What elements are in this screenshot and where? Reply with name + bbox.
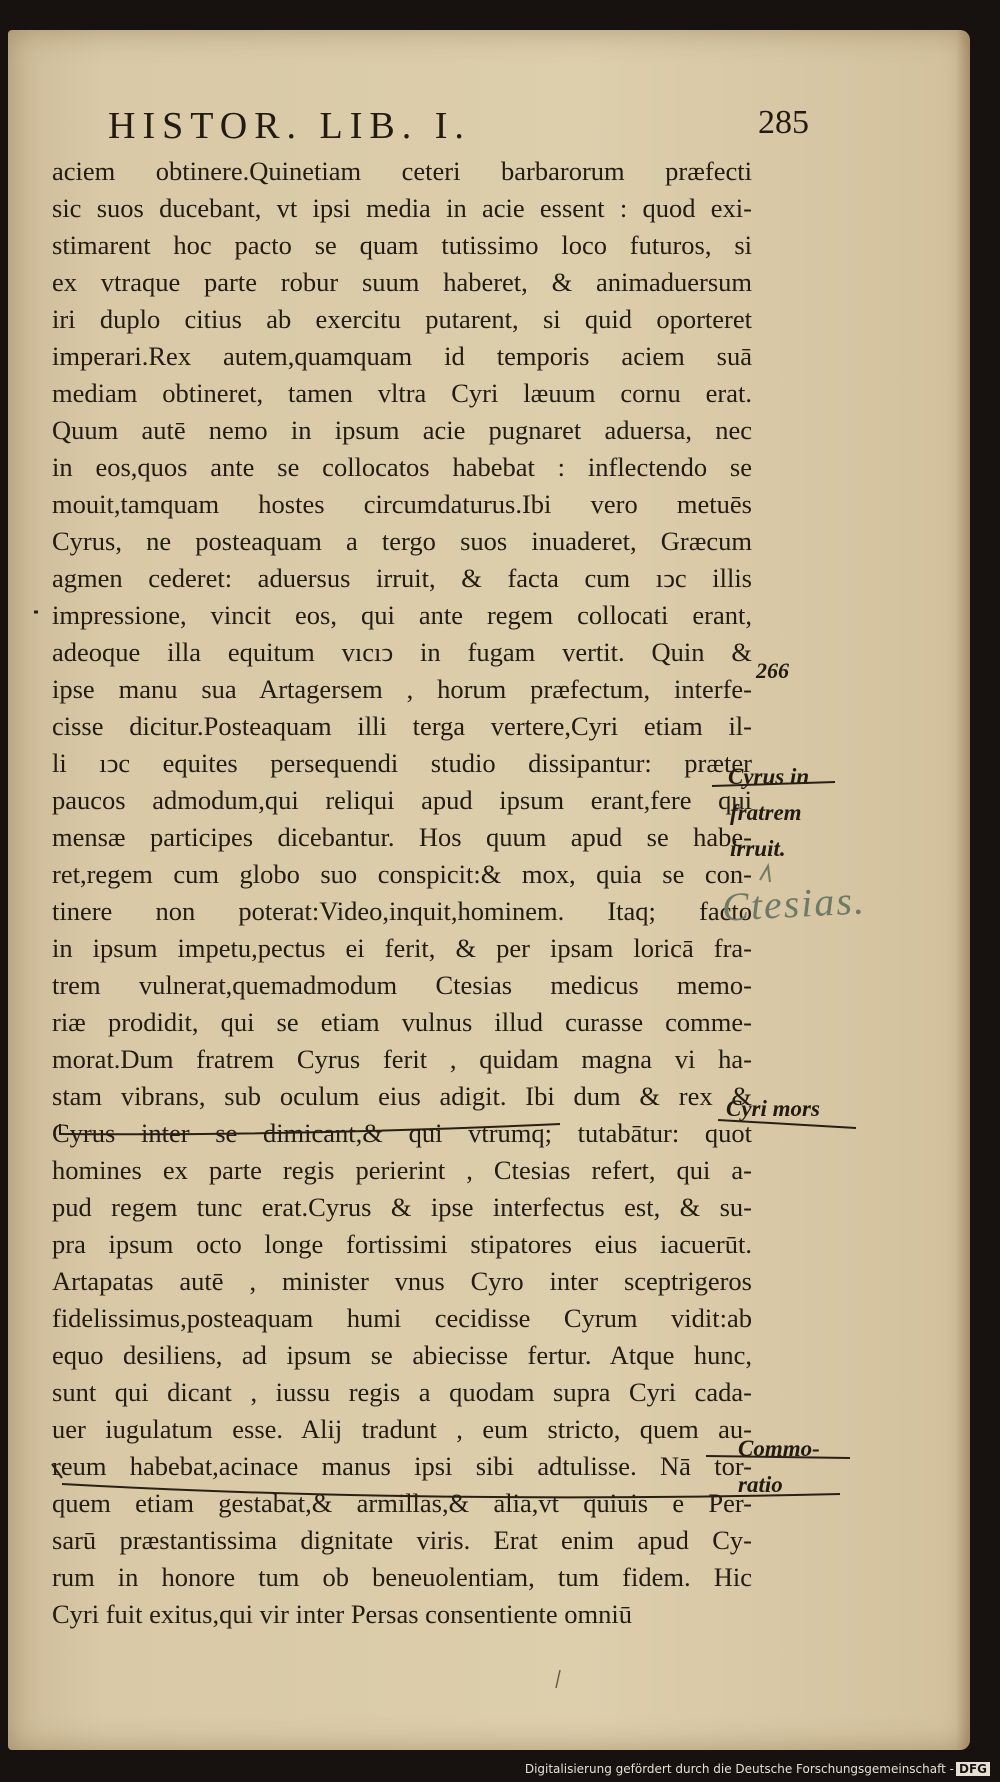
margin-number: 266 xyxy=(756,658,789,683)
text-line: Cyrus, ne posteaquam a tergo suos inuaderet, Græcum xyxy=(52,526,752,556)
handwritten-note: Ctesias. xyxy=(720,877,867,930)
text-line: trem vulnerat,quemadmodum Ctesias medicus memo- xyxy=(52,970,752,1000)
margin-note-line: Commo- xyxy=(738,1436,820,1461)
text-line: li ıↄc equites persequendi studio dissipantur: præter xyxy=(52,748,752,778)
text-line: rum in honore tum ob beneuolentiam, tum fidem. Hic xyxy=(52,1562,752,1592)
text-line: fidelissimus,posteaquam humi cecidisse Cyrum vidit:ab xyxy=(52,1303,752,1333)
text-line: adeoque illa equitum vıcıↄ in fugam vertit. Quin & xyxy=(52,637,752,667)
text-line: Cyri fuit exitus,qui vir inter Persas consentiente omniū xyxy=(52,1599,632,1629)
text-line: in ipsum impetu,pectus ei ferit, & per ipsam loricā fra- xyxy=(52,933,752,963)
text-line: in eos,quos ante se collocatos habebat : inflectendo se xyxy=(52,452,752,482)
text-line: Artapatas autē , minister vnus Cyro inter sceptrigeros xyxy=(52,1266,752,1296)
margin-note-line: irruit. xyxy=(730,836,786,861)
text-line: agmen cederet: aduersus irruit, & facta cum ıↄc illis xyxy=(52,563,752,593)
margin-note-line: fratrem xyxy=(730,800,802,825)
text-line: pra ipsum octo longe fortissimi stipatores eius iacuerūt. xyxy=(52,1229,752,1259)
text-line: pud regem tunc erat.Cyrus & ipse interfectus est, & su- xyxy=(52,1192,752,1222)
text-line: homines ex parte regis perierint , Ctesias refert, qui a- xyxy=(52,1155,752,1185)
text-line: sic suos ducebant, vt ipsi media in acie essent : quod exi- xyxy=(52,193,752,223)
text-line: iri duplo citius ab exercitu putarent, si quid oporteret xyxy=(52,304,752,334)
text-line: paucos admodum,qui reliqui apud ipsum erant,fere qui xyxy=(52,785,752,815)
text-line: impressione, vincit eos, qui ante regem collocati erant, xyxy=(52,600,752,630)
text-line: Cyrus inter se dimicant,& qui vtrumq; tutabātur: quot xyxy=(52,1118,752,1148)
running-head: HISTOR. LIB. I. xyxy=(108,105,471,147)
text-line: ipse manu sua Artagersem , horum præfectum, interfe- xyxy=(52,674,752,704)
text-line: tinere non poterat:Video,inquit,hominem. Itaq; facto xyxy=(52,896,752,926)
text-line: aciem obtinere.Quinetiam ceteri barbarorum præfecti xyxy=(52,156,752,186)
text-line: ex vtraque parte robur suum haberet, & animaduersum xyxy=(52,267,752,297)
text-line: stam vibrans, sub oculum eius adigit. Ibi dum & rex & xyxy=(52,1081,752,1111)
text-line: mensæ participes dicebantur. Hos quum apud se habe- xyxy=(52,822,752,852)
page-number: 285 xyxy=(758,104,809,141)
text-line: sunt qui dicant , iussu regis a quodam supra Cyri cada- xyxy=(52,1377,752,1407)
footer-text: Digitalisierung gefördert durch die Deutsche Forschungsgemeinschaft - xyxy=(524,1762,954,1776)
text-line: imperari.Rex autem,quamquam id temporis aciem suā xyxy=(52,341,752,371)
dfg-logo: DFG xyxy=(956,1762,990,1776)
margin-note: Cyri mors xyxy=(726,1096,820,1121)
text-line: Quum autē nemo in ipsum acie pugnaret aduersa, nec xyxy=(52,415,752,445)
text-line: ret,regem cum globo suo conspicit:& mox, quia se con- xyxy=(52,859,752,889)
text-line: sarū præstantissima dignitate viris. Erat enim apud Cy- xyxy=(52,1525,752,1555)
text-line: mediam obtineret, tamen vltra Cyri læuum cornu erat. xyxy=(52,378,752,408)
text-line: cisse dicitur.Posteaquam illi terga vertere,Cyri etiam il- xyxy=(52,711,752,741)
footer-credit xyxy=(525,1762,990,1776)
text-line: riæ prodidit, qui se etiam vulnus illud curasse comme- xyxy=(52,1007,752,1037)
text-line: equo desiliens, ad ipsum se abiecisse fertur. Atque hunc, xyxy=(52,1340,752,1370)
text-line: mouit,tamquam hostes circumdaturus.Ibi vero metuēs xyxy=(52,489,752,519)
text-line: uer iugulatum esse. Alij tradunt , eum stricto, quem au- xyxy=(52,1414,752,1444)
text-line: reum habebat,acinace manus ipsi sibi adtulisse. Nā tor- xyxy=(52,1451,752,1481)
text-line: quem etiam gestabat,& armillas,& alia,vt quiuis e Per- xyxy=(52,1488,752,1518)
margin-note-line: Cyrus in xyxy=(728,764,810,789)
text-block xyxy=(52,153,752,1633)
margin-note-line: ratio xyxy=(738,1472,783,1497)
text-line: stimarent hoc pacto se quam tutissimo loco futuros, si xyxy=(52,230,752,260)
text-line: morat.Dum fratrem Cyrus ferit , quidam magna vi ha- xyxy=(52,1044,752,1074)
